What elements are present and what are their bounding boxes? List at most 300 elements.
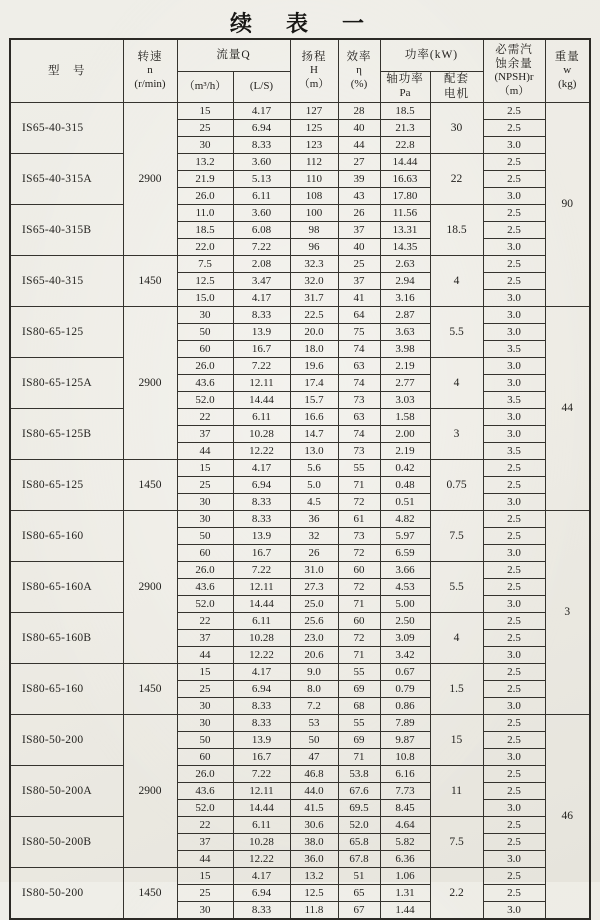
flow-m3h-cell: 52.0 [177,799,233,816]
efficiency-cell: 41 [338,289,380,306]
efficiency-cell: 61 [338,510,380,527]
model-cell: IS80-50-200B [10,816,123,867]
npsh-cell: 3.0 [483,799,545,816]
flow-m3h-cell: 15 [177,459,233,476]
npsh-cell: 3.0 [483,544,545,561]
head-cell: 8.0 [290,680,338,697]
flow-m3h-cell: 52.0 [177,595,233,612]
npsh-cell: 2.5 [483,833,545,850]
flow-ls-cell: 7.22 [233,765,290,782]
head-cell: 46.8 [290,765,338,782]
motor-cell: 15 [430,714,483,765]
npsh-cell: 2.5 [483,119,545,136]
table-row [10,357,590,374]
table-row [10,765,590,782]
head-cell: 30.6 [290,816,338,833]
npsh-cell: 3.0 [483,187,545,204]
speed-cell: 1450 [123,663,177,714]
model-cell: IS80-65-160 [10,510,123,561]
flow-ls-cell: 4.17 [233,867,290,884]
speed-cell: 2900 [123,102,177,255]
efficiency-cell: 67.8 [338,850,380,867]
npsh-cell: 2.5 [483,816,545,833]
shaft-power-cell: 3.42 [380,646,430,663]
head-cell: 50 [290,731,338,748]
head-cell: 25.0 [290,595,338,612]
shaft-power-cell: 7.89 [380,714,430,731]
npsh-cell: 3.5 [483,340,545,357]
table-row [10,816,590,833]
flow-ls-cell: 14.44 [233,595,290,612]
npsh-cell: 3.0 [483,493,545,510]
head-cell: 110 [290,170,338,187]
shaft-power-cell: 3.16 [380,289,430,306]
head-cell: 32.3 [290,255,338,272]
shaft-power-cell: 11.56 [380,204,430,221]
motor-cell: 18.5 [430,204,483,255]
head-cell: 38.0 [290,833,338,850]
flow-ls-cell: 8.33 [233,493,290,510]
efficiency-cell: 55 [338,663,380,680]
npsh-cell: 3.5 [483,391,545,408]
model-cell: IS80-50-200A [10,765,123,816]
flow-ls-cell: 12.11 [233,374,290,391]
flow-m3h-cell: 25 [177,884,233,901]
efficiency-cell: 68 [338,697,380,714]
col-header-efficiency: 效率 η (%) [338,39,380,102]
flow-m3h-cell: 44 [177,442,233,459]
table-row [10,867,590,884]
motor-cell: 2.2 [430,867,483,919]
npsh-cell: 2.5 [483,629,545,646]
npsh-cell: 2.5 [483,782,545,799]
flow-ls-cell: 5.13 [233,170,290,187]
shaft-power-cell: 5.82 [380,833,430,850]
npsh-cell: 2.5 [483,510,545,527]
head-cell: 18.0 [290,340,338,357]
weight-cell: 44 [545,306,590,510]
npsh-cell: 3.0 [483,289,545,306]
shaft-power-cell: 4.64 [380,816,430,833]
efficiency-cell: 55 [338,459,380,476]
flow-m3h-cell: 30 [177,510,233,527]
model-cell: IS80-65-125 [10,459,123,510]
head-cell: 19.6 [290,357,338,374]
flow-ls-cell: 7.22 [233,238,290,255]
shaft-power-cell: 18.5 [380,102,430,119]
shaft-power-cell: 13.31 [380,221,430,238]
col-header-power: 功率(kW) [380,39,483,71]
efficiency-cell: 65 [338,884,380,901]
head-cell: 41.5 [290,799,338,816]
table-row [10,306,590,323]
head-cell: 123 [290,136,338,153]
speed-cell: 1450 [123,255,177,306]
efficiency-cell: 37 [338,221,380,238]
shaft-power-cell: 7.73 [380,782,430,799]
shaft-power-cell: 14.44 [380,153,430,170]
shaft-power-cell: 14.35 [380,238,430,255]
shaft-power-cell: 4.53 [380,578,430,595]
flow-m3h-cell: 25 [177,476,233,493]
page-title: 续 表 一 [229,11,370,36]
col-header-flow-m3h: （m³/h） [177,71,233,102]
flow-ls-cell: 14.44 [233,799,290,816]
shaft-power-cell: 0.67 [380,663,430,680]
npsh-cell: 3.0 [483,595,545,612]
flow-m3h-cell: 26.0 [177,187,233,204]
motor-cell: 4 [430,255,483,306]
npsh-cell: 2.5 [483,612,545,629]
flow-ls-cell: 8.33 [233,510,290,527]
shaft-power-cell: 2.19 [380,357,430,374]
efficiency-cell: 69 [338,731,380,748]
npsh-cell: 2.5 [483,102,545,119]
shaft-power-cell: 0.51 [380,493,430,510]
head-cell: 25.6 [290,612,338,629]
col-header-speed: 转速 n (r/min) [123,39,177,102]
model-cell: IS80-65-125B [10,408,123,459]
flow-m3h-cell: 50 [177,527,233,544]
npsh-cell: 2.5 [483,714,545,731]
head-cell: 13.2 [290,867,338,884]
shaft-power-cell: 17.80 [380,187,430,204]
efficiency-cell: 39 [338,170,380,187]
efficiency-cell: 25 [338,255,380,272]
shaft-power-cell: 5.97 [380,527,430,544]
col-header-model-label: 型 号 [48,64,86,77]
flow-m3h-cell: 7.5 [177,255,233,272]
efficiency-cell: 75 [338,323,380,340]
npsh-cell: 2.5 [483,204,545,221]
head-cell: 47 [290,748,338,765]
flow-ls-cell: 3.60 [233,204,290,221]
npsh-cell: 3.0 [483,646,545,663]
efficiency-cell: 72 [338,578,380,595]
flow-m3h-cell: 30 [177,493,233,510]
table-row [10,408,590,425]
table-row [10,510,590,527]
flow-ls-cell: 6.94 [233,476,290,493]
efficiency-cell: 40 [338,119,380,136]
npsh-cell: 3.0 [483,374,545,391]
flow-m3h-cell: 15 [177,663,233,680]
npsh-cell: 3.0 [483,850,545,867]
flow-m3h-cell: 60 [177,544,233,561]
efficiency-cell: 63 [338,408,380,425]
shaft-power-cell: 8.45 [380,799,430,816]
motor-cell: 30 [430,102,483,153]
motor-cell: 3 [430,408,483,459]
shaft-power-cell: 5.00 [380,595,430,612]
flow-ls-cell: 10.28 [233,833,290,850]
efficiency-cell: 71 [338,646,380,663]
model-cell: IS80-65-125 [10,306,123,357]
shaft-power-cell: 6.59 [380,544,430,561]
motor-cell: 4 [430,357,483,408]
flow-ls-cell: 6.08 [233,221,290,238]
head-cell: 16.6 [290,408,338,425]
flow-ls-cell: 14.44 [233,391,290,408]
flow-m3h-cell: 15 [177,867,233,884]
flow-ls-cell: 6.94 [233,884,290,901]
flow-ls-cell: 7.22 [233,561,290,578]
flow-m3h-cell: 37 [177,629,233,646]
flow-ls-cell: 12.22 [233,850,290,867]
flow-m3h-cell: 25 [177,680,233,697]
npsh-cell: 3.0 [483,323,545,340]
head-cell: 26 [290,544,338,561]
npsh-cell: 3.0 [483,357,545,374]
col-header-head: 扬程 H （m） [290,39,338,102]
flow-ls-cell: 6.11 [233,816,290,833]
flow-m3h-cell: 11.0 [177,204,233,221]
efficiency-cell: 69.5 [338,799,380,816]
npsh-cell: 2.5 [483,561,545,578]
head-cell: 31.0 [290,561,338,578]
head-cell: 36.0 [290,850,338,867]
efficiency-cell: 73 [338,527,380,544]
model-cell: IS80-65-160B [10,612,123,663]
efficiency-cell: 72 [338,629,380,646]
shaft-power-cell: 4.82 [380,510,430,527]
flow-m3h-cell: 52.0 [177,391,233,408]
flow-m3h-cell: 22 [177,612,233,629]
flow-m3h-cell: 26.0 [177,765,233,782]
flow-ls-cell: 12.22 [233,646,290,663]
weight-cell: 90 [545,102,590,306]
shaft-power-cell: 3.03 [380,391,430,408]
efficiency-cell: 52.0 [338,816,380,833]
efficiency-cell: 63 [338,357,380,374]
npsh-cell: 2.5 [483,765,545,782]
head-cell: 96 [290,238,338,255]
table-body [10,102,590,919]
shaft-power-cell: 22.8 [380,136,430,153]
shaft-power-cell: 3.09 [380,629,430,646]
head-cell: 22.5 [290,306,338,323]
flow-ls-cell: 8.33 [233,714,290,731]
flow-m3h-cell: 44 [177,850,233,867]
flow-m3h-cell: 22 [177,408,233,425]
head-cell: 27.3 [290,578,338,595]
npsh-cell: 3.0 [483,901,545,919]
head-cell: 32 [290,527,338,544]
motor-cell: 7.5 [430,510,483,561]
flow-m3h-cell: 43.6 [177,782,233,799]
flow-ls-cell: 8.33 [233,306,290,323]
head-cell: 127 [290,102,338,119]
shaft-power-cell: 2.00 [380,425,430,442]
head-cell: 100 [290,204,338,221]
npsh-cell: 3.0 [483,136,545,153]
model-cell: IS80-50-200 [10,714,123,765]
table-row [10,612,590,629]
head-cell: 112 [290,153,338,170]
npsh-cell: 2.5 [483,731,545,748]
table-row [10,663,590,680]
shaft-power-cell: 2.87 [380,306,430,323]
efficiency-cell: 73 [338,442,380,459]
table-row [10,714,590,731]
col-header-motor: 配套 电机 [430,71,483,102]
flow-m3h-cell: 50 [177,323,233,340]
efficiency-cell: 60 [338,561,380,578]
flow-m3h-cell: 43.6 [177,374,233,391]
col-header-shaft-power: 轴功率 Pa [380,71,430,102]
model-cell: IS80-65-160A [10,561,123,612]
flow-ls-cell: 12.11 [233,578,290,595]
flow-m3h-cell: 60 [177,340,233,357]
flow-ls-cell: 2.08 [233,255,290,272]
head-cell: 53 [290,714,338,731]
npsh-cell: 2.5 [483,867,545,884]
npsh-cell: 2.5 [483,221,545,238]
efficiency-cell: 53.8 [338,765,380,782]
efficiency-cell: 55 [338,714,380,731]
flow-ls-cell: 3.60 [233,153,290,170]
head-cell: 17.4 [290,374,338,391]
motor-cell: 22 [430,153,483,204]
flow-ls-cell: 4.17 [233,102,290,119]
motor-cell: 5.5 [430,306,483,357]
efficiency-cell: 72 [338,544,380,561]
head-cell: 5.0 [290,476,338,493]
flow-ls-cell: 16.7 [233,340,290,357]
flow-m3h-cell: 22.0 [177,238,233,255]
npsh-cell: 3.0 [483,408,545,425]
head-cell: 14.7 [290,425,338,442]
flow-m3h-cell: 26.0 [177,357,233,374]
flow-m3h-cell: 50 [177,731,233,748]
table-row [10,459,590,476]
head-cell: 36 [290,510,338,527]
head-cell: 32.0 [290,272,338,289]
table-row [10,204,590,221]
flow-ls-cell: 13.9 [233,323,290,340]
efficiency-cell: 71 [338,595,380,612]
weight-cell: 3 [545,510,590,714]
head-cell: 7.2 [290,697,338,714]
flow-m3h-cell: 21.9 [177,170,233,187]
npsh-cell: 3.0 [483,238,545,255]
flow-m3h-cell: 30 [177,136,233,153]
npsh-cell: 2.5 [483,527,545,544]
col-header-flow-ls: (L/S) [233,71,290,102]
shaft-power-cell: 0.86 [380,697,430,714]
flow-m3h-cell: 37 [177,833,233,850]
flow-ls-cell: 6.11 [233,612,290,629]
head-cell: 31.7 [290,289,338,306]
flow-ls-cell: 7.22 [233,357,290,374]
flow-ls-cell: 13.9 [233,527,290,544]
table-row [10,255,590,272]
model-cell: IS80-65-125A [10,357,123,408]
shaft-power-cell: 2.63 [380,255,430,272]
npsh-cell: 3.0 [483,306,545,323]
flow-m3h-cell: 30 [177,697,233,714]
shaft-power-cell: 6.36 [380,850,430,867]
head-cell: 20.6 [290,646,338,663]
efficiency-cell: 74 [338,374,380,391]
table-row [10,561,590,578]
npsh-cell: 2.5 [483,272,545,289]
shaft-power-cell: 2.94 [380,272,430,289]
shaft-power-cell: 1.58 [380,408,430,425]
npsh-cell: 2.5 [483,459,545,476]
efficiency-cell: 72 [338,493,380,510]
flow-ls-cell: 10.28 [233,425,290,442]
shaft-power-cell: 0.79 [380,680,430,697]
efficiency-cell: 71 [338,476,380,493]
efficiency-cell: 60 [338,612,380,629]
shaft-power-cell: 10.8 [380,748,430,765]
shaft-power-cell: 2.19 [380,442,430,459]
npsh-cell: 2.5 [483,255,545,272]
npsh-cell: 3.0 [483,748,545,765]
efficiency-cell: 44 [338,136,380,153]
npsh-cell: 2.5 [483,663,545,680]
shaft-power-cell: 3.63 [380,323,430,340]
flow-m3h-cell: 12.5 [177,272,233,289]
npsh-cell: 3.0 [483,697,545,714]
npsh-cell: 2.5 [483,153,545,170]
npsh-cell: 3.5 [483,442,545,459]
flow-m3h-cell: 43.6 [177,578,233,595]
shaft-power-cell: 1.06 [380,867,430,884]
efficiency-cell: 51 [338,867,380,884]
flow-ls-cell: 8.33 [233,136,290,153]
pump-spec-table [9,38,591,920]
npsh-cell: 3.0 [483,425,545,442]
flow-ls-cell: 4.17 [233,459,290,476]
shaft-power-cell: 2.50 [380,612,430,629]
head-cell: 23.0 [290,629,338,646]
flow-m3h-cell: 30 [177,714,233,731]
npsh-cell: 2.5 [483,476,545,493]
efficiency-cell: 69 [338,680,380,697]
efficiency-cell: 74 [338,425,380,442]
model-cell: IS65-40-315A [10,153,123,204]
head-cell: 15.7 [290,391,338,408]
efficiency-cell: 67.6 [338,782,380,799]
flow-m3h-cell: 30 [177,901,233,919]
flow-ls-cell: 6.94 [233,119,290,136]
efficiency-cell: 71 [338,748,380,765]
flow-m3h-cell: 13.2 [177,153,233,170]
motor-cell: 11 [430,765,483,816]
flow-m3h-cell: 22 [177,816,233,833]
shaft-power-cell: 6.16 [380,765,430,782]
flow-ls-cell: 4.17 [233,663,290,680]
flow-ls-cell: 8.33 [233,697,290,714]
head-cell: 11.8 [290,901,338,919]
table-header [10,39,590,102]
motor-cell: 4 [430,612,483,663]
motor-cell: 0.75 [430,459,483,510]
flow-ls-cell: 4.17 [233,289,290,306]
efficiency-cell: 40 [338,238,380,255]
npsh-cell: 2.5 [483,680,545,697]
shaft-power-cell: 21.3 [380,119,430,136]
motor-cell: 7.5 [430,816,483,867]
flow-ls-cell: 10.28 [233,629,290,646]
shaft-power-cell: 2.77 [380,374,430,391]
model-cell: IS65-40-315B [10,204,123,255]
npsh-cell: 2.5 [483,578,545,595]
flow-ls-cell: 6.94 [233,680,290,697]
col-header-npsh: 必需汽 蚀余量 (NPSH)r （m） [483,39,545,102]
